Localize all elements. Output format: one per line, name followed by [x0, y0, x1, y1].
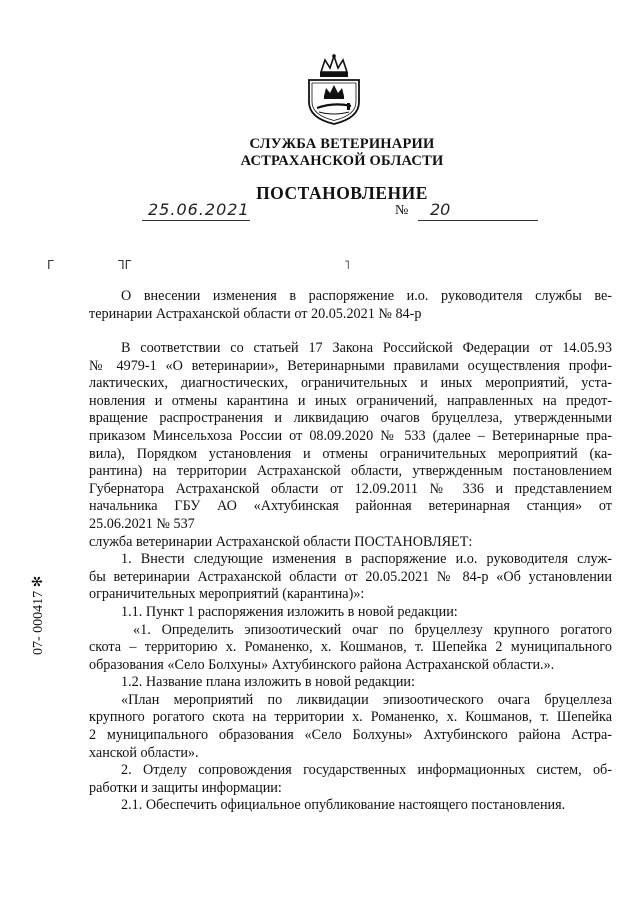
- corner-mark-middle: ꓶГ: [118, 258, 133, 272]
- item1-2-text-line: ханской области».: [89, 744, 199, 761]
- registration-side-stamp: 07- 000417 ✻: [31, 575, 46, 655]
- item1-2-heading: 1.2. Название плана изложить в новой редакции:: [121, 674, 415, 691]
- preamble-line: № 4979-1 «О ветеринарии», Ветеринарными правилами осуществления профи-: [89, 357, 612, 374]
- item1-1-text-line: образования «Село Болхуны» Ахтубинского района Астраханской области.».: [89, 656, 555, 673]
- organization-name-line2: АСТРАХАНСКОЙ ОБЛАСТИ: [240, 153, 444, 169]
- item2-line: 2. Отделу сопровождения государственных информационных систем, об-: [121, 762, 612, 779]
- resolves-line: служба ветеринарии Астраханской области ПОСТАНОВЛЯЕТ:: [89, 533, 473, 550]
- preamble-line: лактических, диагностических, ограничительных и иных мероприятий, уста-: [89, 375, 612, 392]
- document-date-value: 25.06.2021: [148, 200, 250, 219]
- organization-name-line1: СЛУЖБА ВЕТЕРИНАРИИ: [249, 136, 435, 152]
- corner-mark-left: Г: [47, 258, 55, 272]
- item2-1-line: 2.1. Обеспечить официальное опубликование настоящего постановления.: [121, 797, 566, 814]
- preamble-line: начальника ГБУ АО «Ахтубинская районная ветеринарная станция» от: [89, 498, 612, 515]
- preamble-line: 25.06.2021 № 537: [89, 515, 195, 532]
- item1-1-text-line: «1. Определить эпизоотический очаг по бруцеллезу крупного рогатого: [133, 621, 612, 638]
- item1-2-text-line: крупного рогатого скота на территории х. Романенко, х. Кошманов, т. Шепейка: [89, 709, 612, 726]
- preamble-line: приказом Минсельхоза России от 08.09.2020 № 533 (далее – Ветеринарные пра-: [89, 427, 612, 444]
- document-number-value: 20: [430, 200, 451, 219]
- document-subject: [89, 288, 612, 323]
- preamble-line: новления и отмены карантина и иных ограничений, направленных на предот-: [89, 392, 612, 409]
- preamble-line: вращение распространения и ликвидацию очагов бруцеллеза, утвержденными: [89, 410, 612, 427]
- item2-line: работки и защиты информации:: [89, 779, 282, 796]
- item1-1-text-line: скота – территорию х. Романенко, х. Кошманов, т. Шепейка 2 муниципального: [89, 639, 612, 656]
- document-number-field: [418, 200, 538, 221]
- item1-line: ограничительных мероприятий (карантина)»:: [89, 586, 365, 603]
- document-number-label: №: [395, 203, 409, 218]
- item1-2-text-line: «План мероприятий по ликвидации эпизоотического очага бруцеллеза: [121, 691, 612, 708]
- item1-line: бы ветеринарии Астраханской области от 20.05.2021 № 84-р «Об установлении: [89, 568, 612, 585]
- preamble-line: Губернатора Астраханской области от 12.09.2011 № 336 и представлением: [89, 480, 612, 497]
- subject-line: теринарии Астраханской области от 20.05.2021 № 84-р: [89, 305, 422, 322]
- coat-of-arms-emblem: [303, 52, 365, 126]
- item1-line: 1. Внести следующие изменения в распоряжение и.о. руководителя служ-: [121, 551, 612, 568]
- item1-2-text-line: 2 муниципального образования «Село Болхуны» Ахтубинского района Астра-: [89, 727, 612, 744]
- subject-line: О внесении изменения в распоряжение и.о. руководителя службы ве-: [121, 288, 612, 304]
- document-type-title: ПОСТАНОВЛЕНИЕ: [256, 183, 428, 203]
- document-body: [89, 340, 612, 815]
- document-date-field: [142, 200, 250, 221]
- preamble-line: рантина) на территории Астраханской области, утвержденным постановлением: [89, 463, 612, 480]
- corner-mark-right: ˥: [344, 258, 350, 272]
- preamble-line: вила), Порядком установления и отмены ограничительных мероприятий (ка-: [89, 445, 612, 462]
- item1-1-heading: 1.1. Пункт 1 распоряжения изложить в новой редакции:: [121, 603, 458, 620]
- preamble-line: В соответствии со статьей 17 Закона Российской Федерации от 14.05.93: [121, 340, 612, 356]
